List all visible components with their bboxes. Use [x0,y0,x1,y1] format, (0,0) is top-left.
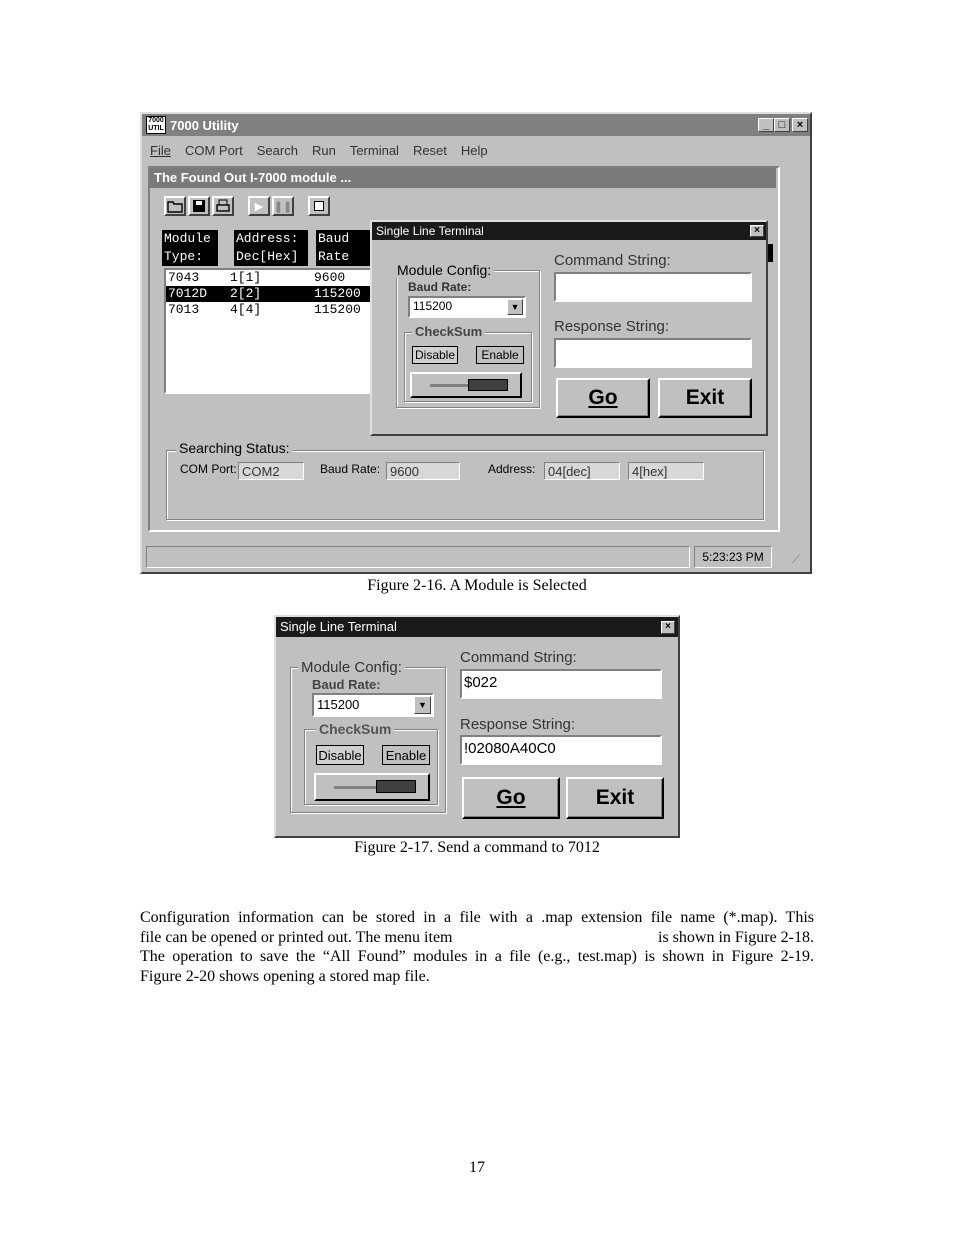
figure-16-caption: Figure 2-16. A Module is Selected [367,577,587,594]
page-number: 17 [469,1159,485,1176]
checksum-enable-button[interactable]: Enable [382,745,430,765]
menu-help[interactable]: Help [460,142,488,158]
command-string-label: Command String: [460,649,577,666]
header-baud-rate: Baud Rate [316,230,372,266]
com-port-label: COM Port: [180,462,237,476]
checksum-label: CheckSum [412,324,485,339]
menu-run[interactable]: Run [311,142,336,158]
response-string-label: Response String: [554,318,670,335]
checksum-slider[interactable] [410,372,522,398]
maximize-icon[interactable]: □ [774,118,790,132]
minimize-icon[interactable]: _ [758,118,774,132]
module-config-label: Module Config: [394,262,494,278]
chevron-down-icon[interactable]: ▼ [507,299,523,315]
response-string-output [554,338,752,368]
go-button[interactable]: Go [462,777,560,819]
exit-button[interactable]: Exit [566,777,664,819]
stop-icon[interactable] [308,196,330,216]
baud-rate-select[interactable]: 115200 ▼ [312,693,434,717]
list-item[interactable]: 7013 4[4] 115200 [168,302,361,317]
found-modules-titlebar: The Found Out I-7000 module ... [150,168,776,188]
searching-status-group [166,450,764,520]
go-button[interactable]: Go [556,378,650,418]
address-hex-field: 4[hex] [628,462,704,480]
clock-panel: 5:23:23 PM [694,546,772,568]
menu-file[interactable]: File [150,142,171,158]
checksum-disable-button[interactable]: Disable [412,346,458,364]
menu-reset[interactable]: Reset [412,142,447,158]
header-address: Address: Dec[Hex] [234,230,308,266]
baud-rate-label: Baud Rate: [408,280,472,294]
body-paragraph [140,908,814,986]
terminal-dialog-fig16 [370,220,768,436]
run-icon[interactable]: ▶ [248,196,270,216]
module-list[interactable] [164,268,376,394]
exit-button[interactable]: Exit [658,378,752,418]
slider-thumb-icon[interactable] [376,780,416,793]
print-icon[interactable] [212,196,234,216]
status-bar [146,546,690,568]
command-string-label: Command String: [554,252,671,269]
baud-rate-field: 9600 [386,462,460,480]
module-config-label: Module Config: [298,659,405,676]
chevron-down-icon[interactable]: ▼ [414,696,431,714]
save-icon[interactable] [188,196,210,216]
terminal-titlebar: Single Line Terminal × [372,222,766,240]
baud-rate-label: Baud Rate: [312,677,381,692]
checksum-disable-button[interactable]: Disable [316,745,364,765]
body-line: Figure 2-20 shows opening a stored map file. [140,967,430,985]
response-string-label: Response String: [460,716,576,733]
slider-thumb-icon[interactable] [468,379,508,391]
address-dec-field: 04[dec] [544,462,620,480]
searching-status-label: Searching Status: [176,440,293,456]
header-module-type: Module Type: [162,230,218,266]
checksum-label: CheckSum [316,721,394,737]
window-titlebar [142,114,810,136]
close-icon[interactable]: × [750,225,764,237]
com-port-field: COM2 [238,462,304,480]
baud-rate-label: Baud Rate: [320,462,381,476]
body-line: file can be opened or printed out. The menu item is shown in Figure 2-18. [140,928,814,946]
menu-bar [150,140,502,160]
checksum-slider[interactable] [314,773,430,801]
window-title: 7000 Utility [170,117,239,133]
terminal-titlebar: Single Line Terminal × [276,617,678,637]
body-line: The operation to save the “All Found” modules in a file (e.g., test.map) is shown in Figure 2-19. [140,948,814,965]
app-icon: 7000 UTIL [146,116,166,134]
close-icon[interactable]: × [661,621,675,634]
list-item-selected[interactable]: 7012D 2[2] 115200 [166,286,374,302]
checksum-enable-button[interactable]: Enable [476,346,524,364]
toolbar [164,196,330,216]
menu-search[interactable]: Search [256,142,298,158]
command-string-input[interactable] [554,272,752,302]
list-item[interactable]: 7043 1[1] 9600 [168,270,346,285]
body-line: Configuration information can be stored in a file with a .map extension file name (*.map). This [140,909,814,926]
menu-terminal[interactable]: Terminal [349,142,399,158]
baud-rate-select[interactable]: 115200 ▼ [408,296,526,318]
address-label: Address: [488,462,536,476]
command-string-input[interactable]: $022 [460,669,662,699]
resize-grip-icon[interactable]: ⟋ [792,552,801,566]
menu-com-port[interactable]: COM Port [184,142,243,158]
response-string-output: !02080A40C0 [460,735,662,765]
terminal-dialog-fig17 [274,615,680,838]
pause-icon[interactable]: ❚❚ [272,196,294,216]
figure-17-caption: Figure 2-17. Send a command to 7012 [354,839,600,856]
open-folder-icon[interactable] [164,196,186,216]
close-icon[interactable]: × [792,118,808,132]
